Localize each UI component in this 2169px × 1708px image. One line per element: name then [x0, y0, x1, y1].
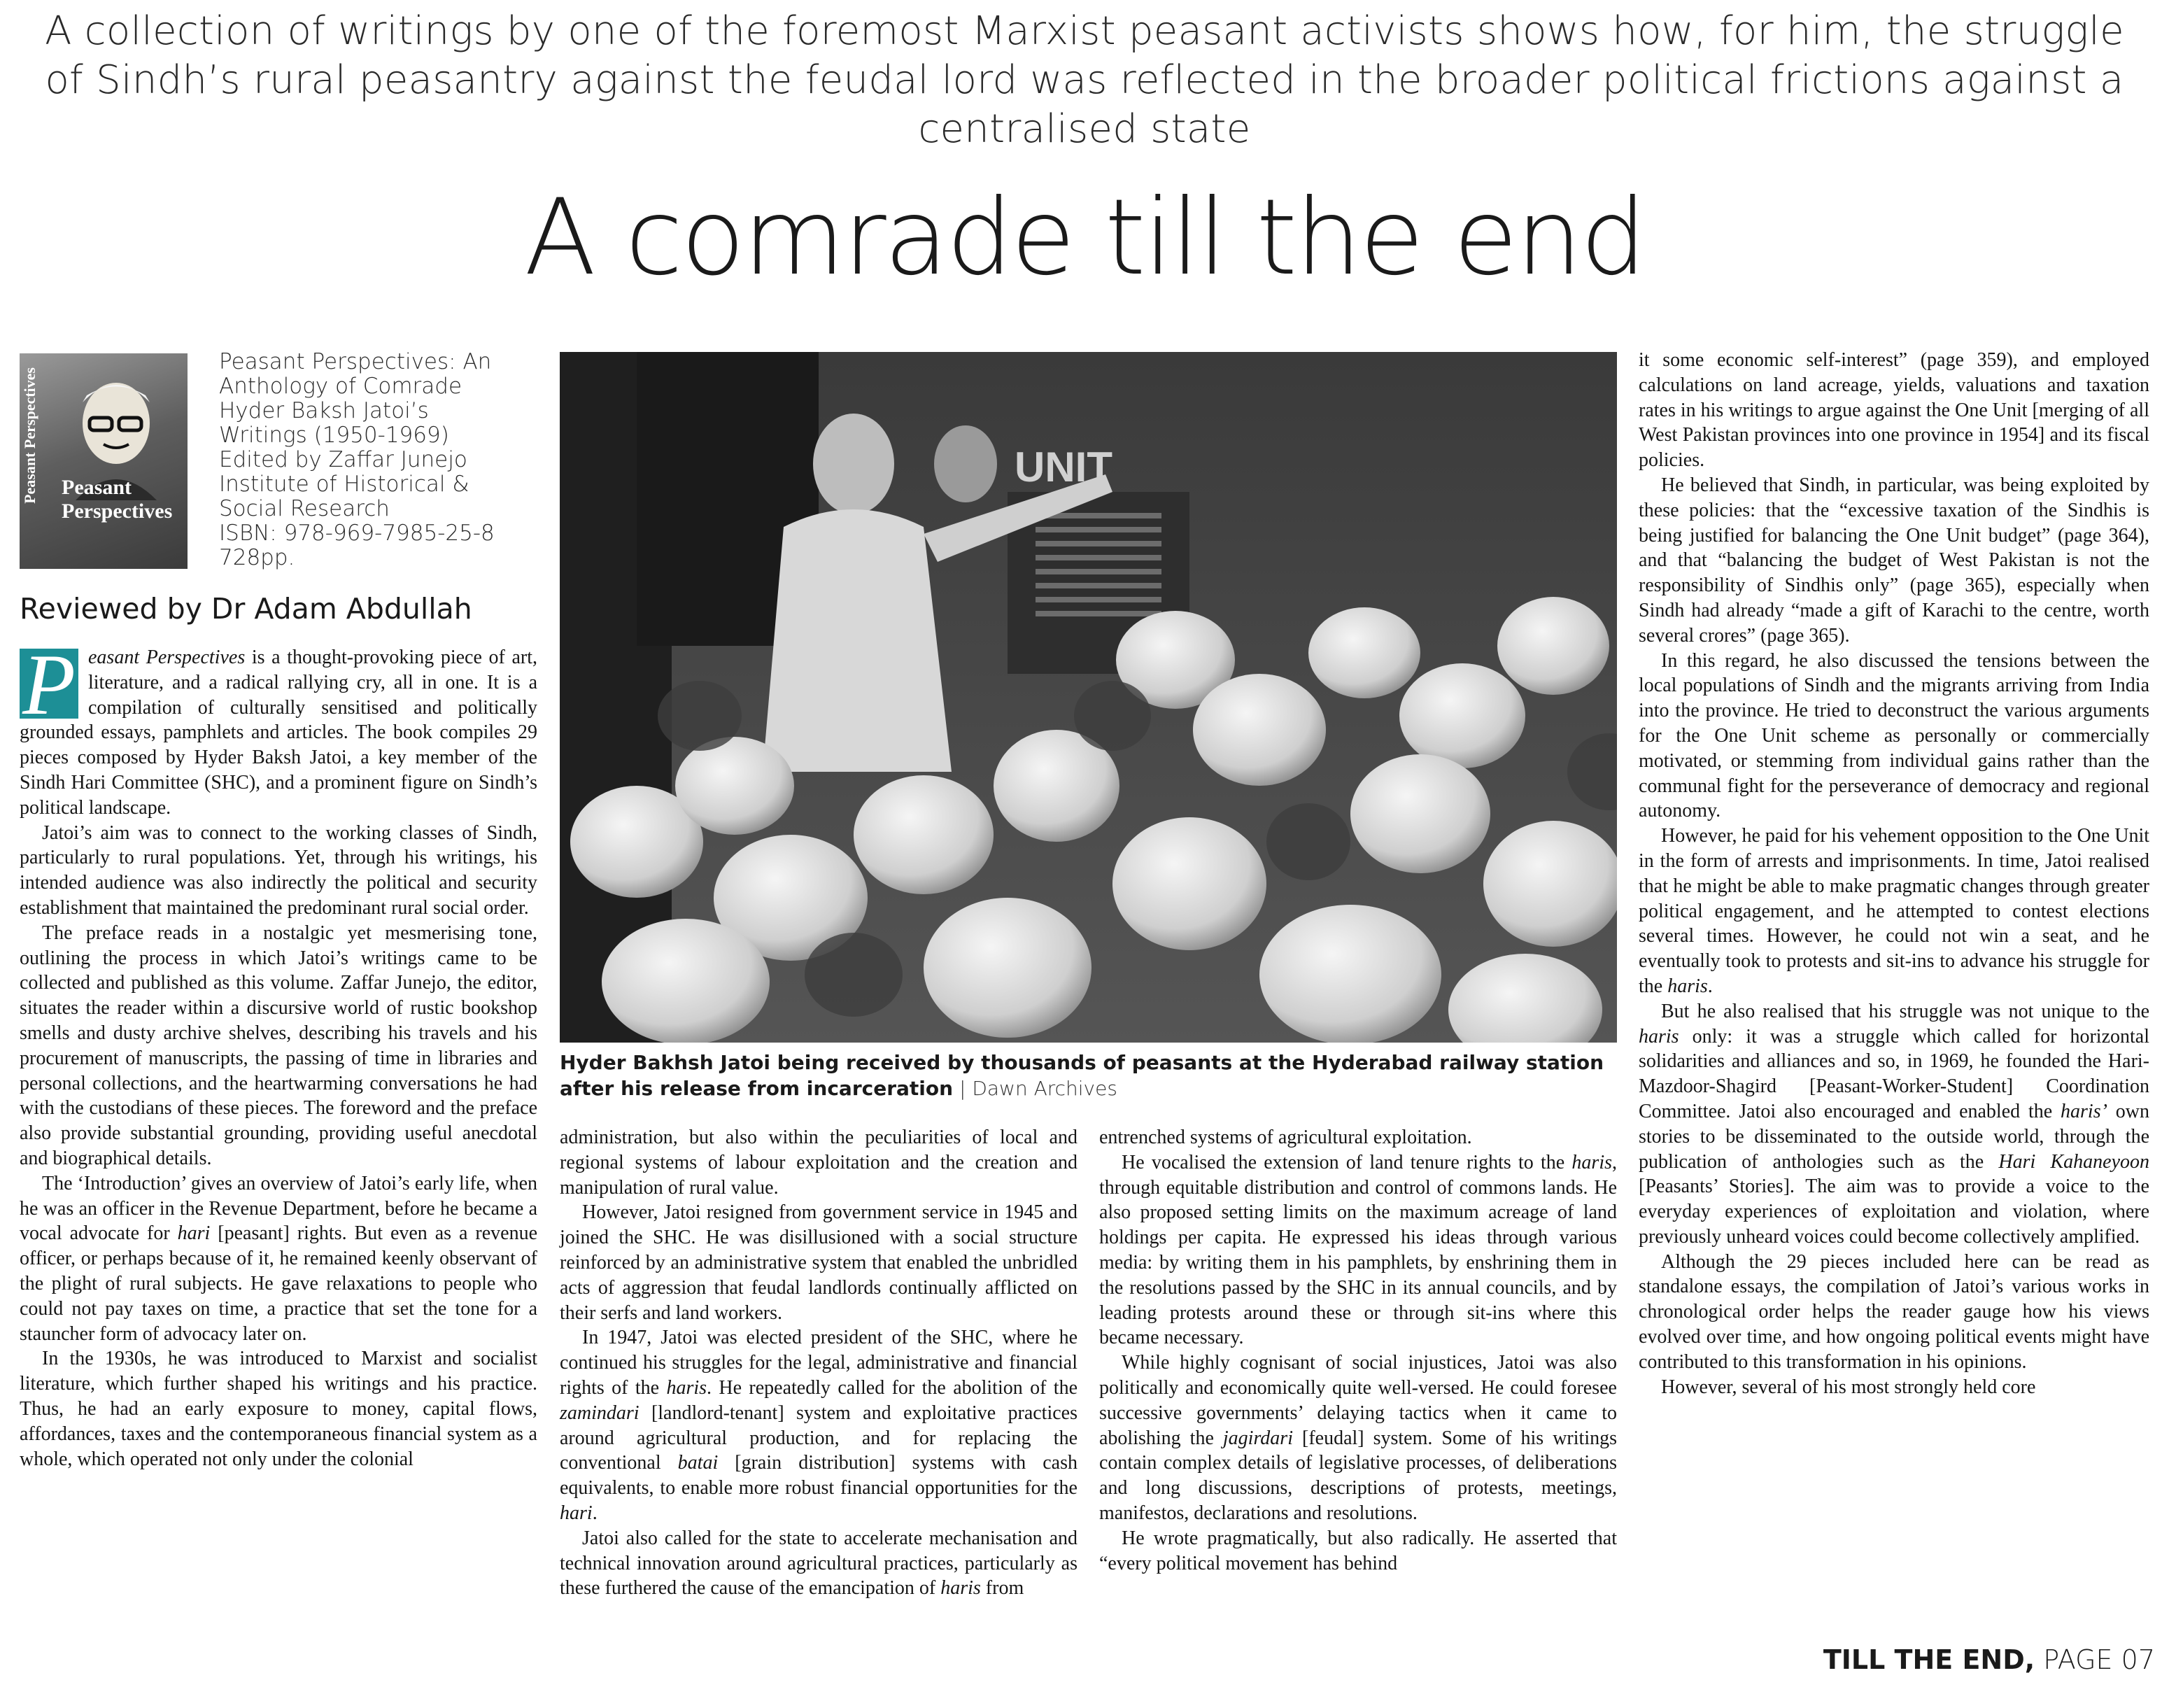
- paragraph: Although the 29 pieces included here can be read as standalone essays, the compilation of Jatoi’s various works in chronological order helps the reader gauge how his views evolved over time, and how ongoing political events might have contributed to this transformation in his opinions.: [1639, 1250, 2149, 1373]
- paragraph-text: While highly cognisant of social injustices, Jatoi was also politically and economically quite well-versed. He could foresee successive governments’ delaying tactics when it came to abolishing the: [1099, 1352, 1617, 1449]
- paragraph: The preface reads in a nostalgic yet mesmerising tone, outlining the process in which Jatoi’s writings came to be collected and published as this volume. Zaffar Junejo, the editor, situates the reader within a discursive world of rustic bookshop smells and dusty archive shelves, describing his travels and his procurement of manuscripts, the passing of time in libraries and personal collections, and the heartwarming conversations he had with the custodians of these pieces. The foreword and the preface also provide substantial grounding, providing useful anecdotal and biographical details.: [20, 922, 537, 1169]
- paragraph: it some economic self-interest” (page 359), and employed calculations on land acreage, yields, valuations and taxation rates in his writings to argue against the One Unit [merging of all West Pakistan provinces into one province in 1954] and its fiscal policies.: [1639, 349, 2149, 472]
- paragraph-text: [landlord-tenant] system and exploitative practices around agricultural production, and for replacing the conventional: [560, 1402, 1078, 1474]
- book-info-line: Edited by Zaffar Junejo: [219, 447, 467, 472]
- italic-term: hari: [560, 1502, 593, 1524]
- italic-term: hari: [177, 1222, 211, 1245]
- paragraph-text: Jatoi also called for the state to accelerate mechanisation and technical innovation around agricultural practices, particularly as these furthered the cause of the emancipation of: [560, 1527, 1078, 1600]
- book-title-italic: easant Perspectives: [88, 647, 246, 668]
- article-headline: A comrade till the end: [524, 177, 1645, 299]
- article-deck: A collection of writings by one of the foremost Marxist peasant activists shows how, for him, the struggle of Sindh’s rural peasantry against the feudal lord was reflected in the broader political frictions against a centralised state: [45, 8, 2124, 152]
- book-cover-image: [20, 353, 188, 569]
- paragraph-text: is a thought-provoking piece of art, literature, and a radical rallying cry, all in one. It is a compilation of culturally sensitised and politically grounded essays, pamphlets and articles. The book compiles 29 pieces composed by Hyder Baksh Jatoi, a key member of the Sindh Hari Committee (SHC), and a prominent figure on Sindh’s political landscape.: [20, 647, 538, 819]
- jump-label: TILL THE END,: [1823, 1644, 2035, 1675]
- paragraph: [20, 1171, 537, 1347]
- paragraph-text: [feudal] system. Some of his writings contain complex details of legislative processes, of deliberations and long discussions, descriptions of protests, meetings, manifestos, declarations and resolutions.: [1099, 1427, 1617, 1524]
- train-sign-text: UNIT: [1015, 444, 1112, 490]
- paragraph: [1099, 1350, 1617, 1526]
- paragraph: administration, but also within the peculiarities of local and regional systems of labour exploitation and the creation and manipulation of rural value.: [560, 1127, 1078, 1199]
- italic-term: haris: [940, 1577, 981, 1600]
- book-info-line: Hyder Baksh Jatoi’s: [219, 398, 429, 423]
- paragraph-text: The ‘Introduction’ gives an overview of Jatoi’s early life, when he was an officer in the Revenue Department, before he became a vocal advocate for: [20, 1172, 537, 1245]
- news-photo: [560, 352, 1617, 1043]
- book-info-line: ISBN: 978-969-7985-25-8: [219, 521, 495, 546]
- paragraph-text: .: [1707, 975, 1713, 997]
- byline: Reviewed by Dr Adam Abdullah: [20, 592, 472, 626]
- italic-term: batai: [677, 1452, 719, 1474]
- paragraph: [1099, 1150, 1617, 1350]
- book-info-line: Institute of Historical &: [219, 472, 469, 497]
- paragraph: entrenched systems of agricultural exploitation.: [1099, 1127, 1472, 1148]
- paragraph-text: He vocalised the extension of land tenure rights to the: [1122, 1151, 1572, 1173]
- italic-term: jagirdari: [1222, 1427, 1293, 1449]
- paragraph-text: only: it was a struggle which called for horizontal solidarities and alliances and so, in 1969, he founded the Hari-Mazdoor-Shagird [Peasant-Worker-Student] Coordination Committee. Jatoi also encouraged and enabled the: [1639, 1025, 2149, 1122]
- drop-cap: P: [20, 649, 78, 719]
- book-cover-title: Peasant Perspectives: [62, 476, 173, 523]
- paragraph: [1639, 999, 2149, 1250]
- paragraph-text: , through equitable distribution and control of commons lands. He also proposed setting limits on the maximum acreage of land holdings per capita. He expressed his ideas through various media: by writing them in his pamphlets, by enshrining them in the resolutions passed by the SHC in its annual councils, and by leading protests around these or through sit-ins where this became necessary.: [1099, 1151, 1617, 1349]
- book-info: [219, 350, 534, 570]
- paragraph: In the 1930s, he was introduced to Marxist and socialist literature, which further shaped his writings and his practice. Thus, he had an early exposure to money, capital flows, affordances, taxes and the contemporaneous financial system as a whole, which operated not only under the colonial: [20, 1348, 537, 1470]
- body-column-2: [560, 1125, 1078, 1678]
- book-info-line: Anthology of Comrade: [219, 374, 462, 399]
- paragraph: [560, 1526, 1078, 1601]
- italic-term: haris’: [2061, 1100, 2107, 1122]
- italic-term: Hari Kahaneyoon: [1998, 1150, 2149, 1173]
- italic-term: haris: [666, 1376, 707, 1399]
- paragraph: However, Jatoi resigned from government service in 1945 and joined the SHC. He was disillusioned with a social structure reinforced by an administrative system that enabled the unbridled acts of aggression that feudal landlords continually afflicted on their serfs and land workers.: [560, 1201, 1078, 1324]
- book-info-line: Social Research: [219, 496, 390, 521]
- paragraph: [560, 1325, 1078, 1525]
- book-info-line: 728pp.: [219, 545, 295, 570]
- paragraph-text: But he also realised that his struggle was not unique to the: [1661, 1000, 2149, 1022]
- paragraph-text: . He repeatedly called for the abolition of the: [707, 1376, 1078, 1399]
- photo-caption: [560, 1050, 1617, 1101]
- paragraph: Jatoi’s aim was to connect to the working classes of Sindh, particularly to rural populations. Yet, through his writings, his intended audience was also indirectly the political and security establishment that maintained the predominant rural social order.: [20, 821, 537, 919]
- body-column-1: [20, 637, 538, 1677]
- paragraph-text: [grain distribution] systems with cash equivalents, to enable more robust financial opportunities for the: [560, 1452, 1078, 1499]
- italic-term: haris: [1639, 1025, 1679, 1047]
- paragraph: However, several of his most strongly held core: [1661, 1376, 2036, 1398]
- book-info-line: Writings (1950-1969): [219, 423, 449, 448]
- paragraph: [20, 637, 538, 821]
- paragraph-text: [Peasants’ Stories]. The aim was to provide a voice to the everyday experiences of exploitation and violation, where previously unheard voices could become collectively amplified.: [1639, 1176, 2149, 1248]
- paragraph-text: from: [980, 1577, 1024, 1600]
- crowd-photo-illustration: [560, 352, 1617, 1043]
- caption-text: Hyder Bakhsh Jatoi being received by thousands of peasants at the Hyderabad railway station after his release from incarceration: [560, 1051, 1604, 1100]
- body-column-3: [1099, 1125, 1617, 1678]
- paragraph: In this regard, he also discussed the tensions between the local populations of Sindh and the migrants arriving from India into the province. He tried to deconstruct the various arguments for the One Unit scheme as personally or commercially motivated, or stemming from individual gains rather than the communal fight for the perseverance of democracy and regional autonomy.: [1639, 649, 2149, 822]
- photo-credit: | Dawn Archives: [959, 1077, 1117, 1100]
- body-column-4: [1639, 348, 2149, 1653]
- paragraph-text: In 1947, Jatoi was elected president of the SHC, where he continued his struggles for the legal, administrative and financial rights of the: [560, 1327, 1078, 1399]
- paragraph-text: [peasant] rights. But even as a revenue officer, or perhaps because of it, he remained keenly observant of the plight of rural subjects. He gave relaxations to people who could not pay taxes on time, a practice that set the tone for a stauncher form of advocacy later on.: [20, 1222, 537, 1345]
- italic-term: haris: [1571, 1151, 1612, 1173]
- italic-term: haris: [1667, 975, 1708, 997]
- book-spine-title: Peasant Perspectives: [21, 367, 38, 504]
- paragraph: He believed that Sindh, in particular, was being exploited by these policies: that the “excessive taxation of the Sindhis is being justified for balancing the One Unit budget” (page 364), and that “balancing the budget of West Pakistan is not the responsibility of Sindhis only” (page 365), especially when Sindh had already “made a gift of Karachi to the centre, worth several crores” (page 365).: [1639, 474, 2149, 647]
- jump-page: PAGE 07: [2043, 1644, 2155, 1675]
- paragraph-text: .: [592, 1502, 598, 1524]
- paragraph-text: own stories to be disseminated to the outside world, through the publication of anthologies such as the: [1639, 1100, 2149, 1173]
- continued-on-page-link[interactable]: [1637, 1643, 2155, 1677]
- paragraph: He wrote pragmatically, but also radically. He asserted that “every political movement has behind: [1099, 1527, 1617, 1574]
- book-info-line: Peasant Perspectives: An: [219, 349, 492, 374]
- paragraph-text: However, he paid for his vehement opposition to the One Unit in the form of arrests and imprisonments. In time, Jatoi realised that he might be able to make pragmatic changes through greater political engagement, and he attempted to contest elections several times. However, he could not win a seat, and he eventually took to protests and sit-ins to advance his struggle for the: [1639, 825, 2149, 997]
- italic-term: zamindari: [560, 1402, 640, 1424]
- paragraph: [1639, 824, 2149, 999]
